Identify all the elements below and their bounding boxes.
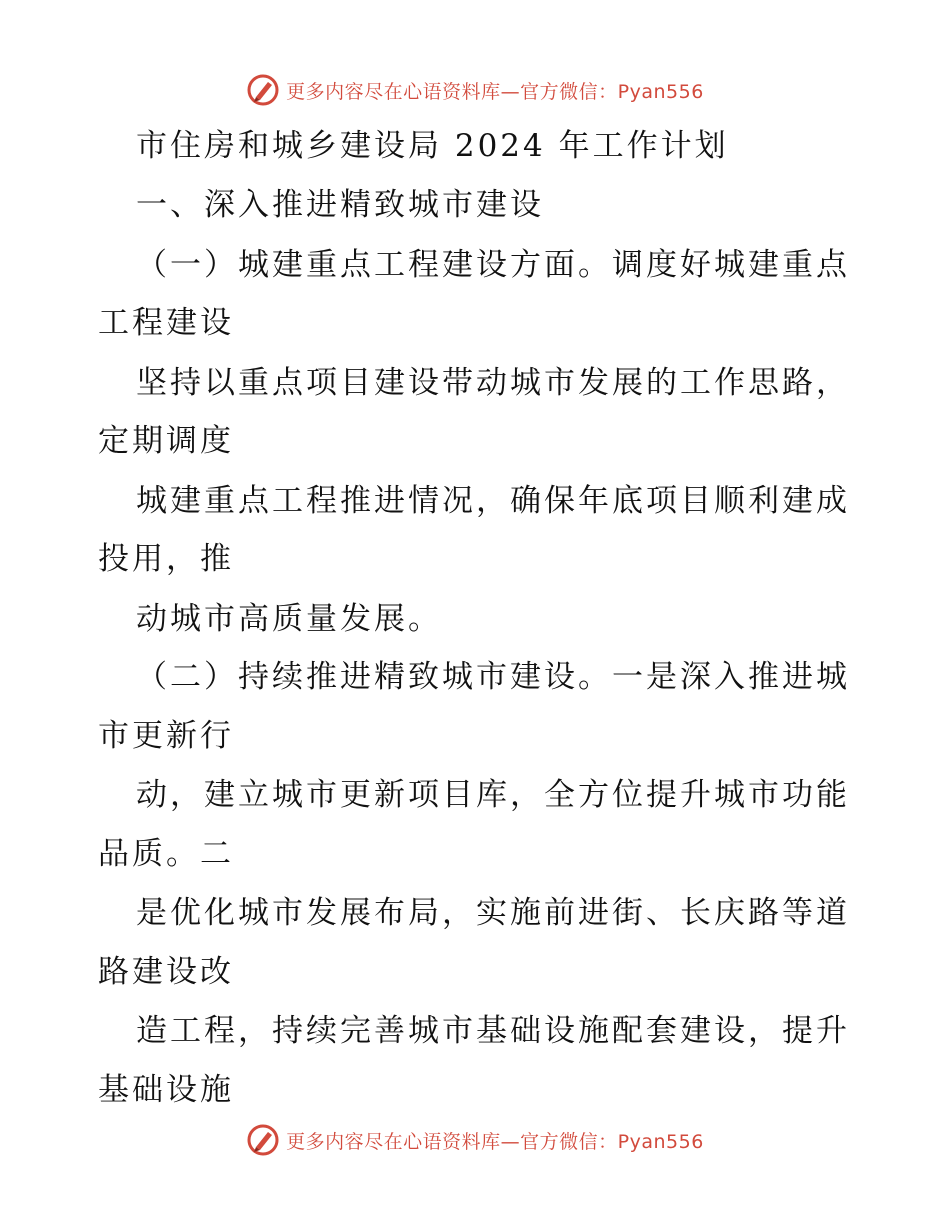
text-line: 基础设施 [98, 1072, 234, 1108]
subsection-heading: （二）持续推进精致城市建设。一是深入推进城 [136, 659, 850, 695]
footer-watermark [0, 1120, 950, 1160]
text-line: 工程建设 [98, 305, 234, 341]
text-line: 是优化城市发展布局，实施前进街、长庆路等道 [136, 895, 850, 931]
section-heading: 一、深入推进精致城市建设 [136, 187, 544, 223]
text-line: 造工程，持续完善城市基础设施配套建设，提升 [136, 1013, 850, 1049]
text-line: 投用，推 [98, 541, 234, 577]
text-line: 动，建立城市更新项目库，全方位提升城市功能 [136, 777, 850, 813]
text-line: 坚持以重点项目建设带动城市发展的工作思路， [136, 365, 850, 401]
watermark-text: 更多内容尽在心语资料库—官方微信：Pyan556 [286, 1130, 704, 1153]
pen-logo-icon [246, 73, 280, 107]
watermark-text: 更多内容尽在心语资料库—官方微信：Pyan556 [286, 80, 704, 103]
text-line: 品质。二 [98, 836, 234, 872]
text-line: 市更新行 [98, 718, 234, 754]
text-line: 城建重点工程推进情况，确保年底项目顺利建成 [136, 483, 850, 519]
text-line: 动城市高质量发展。 [136, 601, 442, 637]
document-title: 市住房和城乡建设局 2024 年工作计划 [136, 128, 729, 164]
subsection-heading: （一）城建重点工程建设方面。调度好城建重点 [136, 247, 850, 283]
text-line: 定期调度 [98, 423, 234, 459]
header-watermark [0, 70, 950, 110]
pen-logo-icon [246, 1123, 280, 1157]
text-line: 路建设改 [98, 954, 234, 990]
